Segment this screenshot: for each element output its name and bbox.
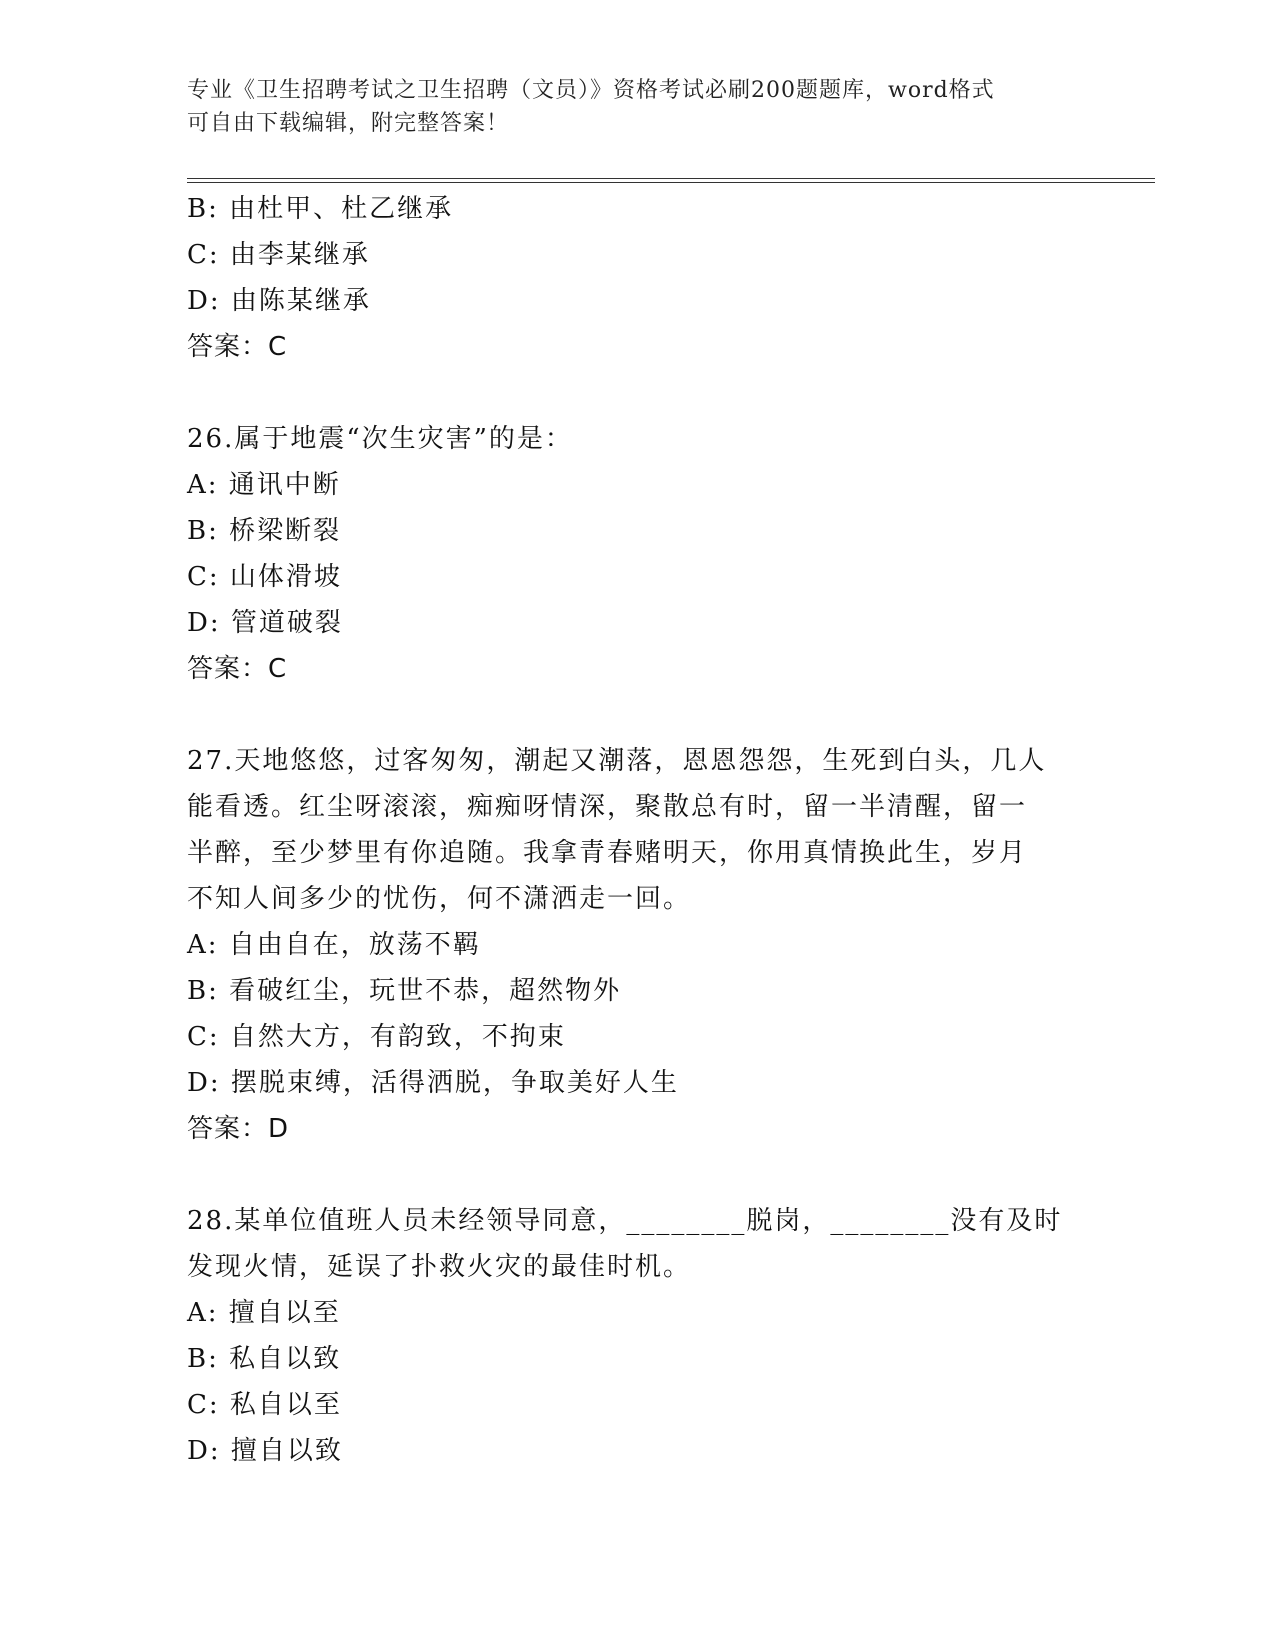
option-c: C: 由李某继承: [187, 240, 370, 270]
question-stem-line: 半醉，至少梦里有你追随。我拿青春赌明天，你用真情换此生，岁月: [187, 838, 1028, 868]
answer-label: 答案：D: [187, 1114, 290, 1144]
option-c: C: 私自以至: [187, 1390, 342, 1420]
option-b: B: 桥梁断裂: [187, 516, 342, 546]
question-stem-line: 27.天地悠悠，过客匆匆，潮起又潮落，恩恩怨怨，生死到白头，几人: [187, 746, 1047, 776]
header-line-1: 专业《卫生招聘考试之卫生招聘（文员）》资格考试必刷200题题库，word格式: [187, 78, 995, 103]
option-a: A: 通讯中断: [187, 470, 341, 500]
option-b: B: 看破红尘，玩世不恭，超然物外: [187, 976, 622, 1006]
question-stem-line: 28.某单位值班人员未经领导同意，________脱岗，________没有及时: [187, 1206, 1063, 1236]
answer-label: 答案：C: [187, 332, 288, 362]
header-rule-top: [187, 178, 1155, 179]
question-content: [187, 186, 1087, 1474]
answer-label: 答案：C: [187, 654, 288, 684]
question-stem-line: 能看透。红尘呀滚滚，痴痴呀情深，聚散总有时，留一半清醒，留一: [187, 792, 1028, 822]
option-b: B: 私自以致: [187, 1344, 342, 1374]
header-rule-bottom: [187, 182, 1155, 183]
option-d: D: 由陈某继承: [187, 286, 371, 316]
option-d: D: 擅自以致: [187, 1436, 343, 1466]
question-stem: 26.属于地震“次生灾害”的是：: [187, 424, 573, 454]
option-a: A: 自由自在，放荡不羁: [187, 930, 481, 960]
header-line-2: 可自由下载编辑，附完整答案！: [187, 111, 510, 136]
question-stem-line: 发现火情，延误了扑救火灾的最佳时机。: [187, 1252, 692, 1282]
spacer: [187, 370, 1087, 416]
question-26: [187, 416, 1087, 692]
question-27: [187, 738, 1087, 1152]
option-c: C: 自然大方，有韵致，不拘束: [187, 1022, 566, 1052]
option-c: C: 山体滑坡: [187, 562, 342, 592]
question-25: [187, 186, 1087, 370]
option-a: A: 擅自以至: [187, 1298, 341, 1328]
document-header: [187, 74, 1067, 140]
question-stem-line: 不知人间多少的忧伤，何不潇洒走一回。: [187, 884, 692, 914]
option-d: D: 管道破裂: [187, 608, 343, 638]
question-28: [187, 1198, 1087, 1474]
spacer: [187, 1152, 1087, 1198]
option-d: D: 摆脱束缚，活得洒脱，争取美好人生: [187, 1068, 679, 1098]
option-b: B: 由杜甲、杜乙继承: [187, 194, 454, 224]
spacer: [187, 692, 1087, 738]
